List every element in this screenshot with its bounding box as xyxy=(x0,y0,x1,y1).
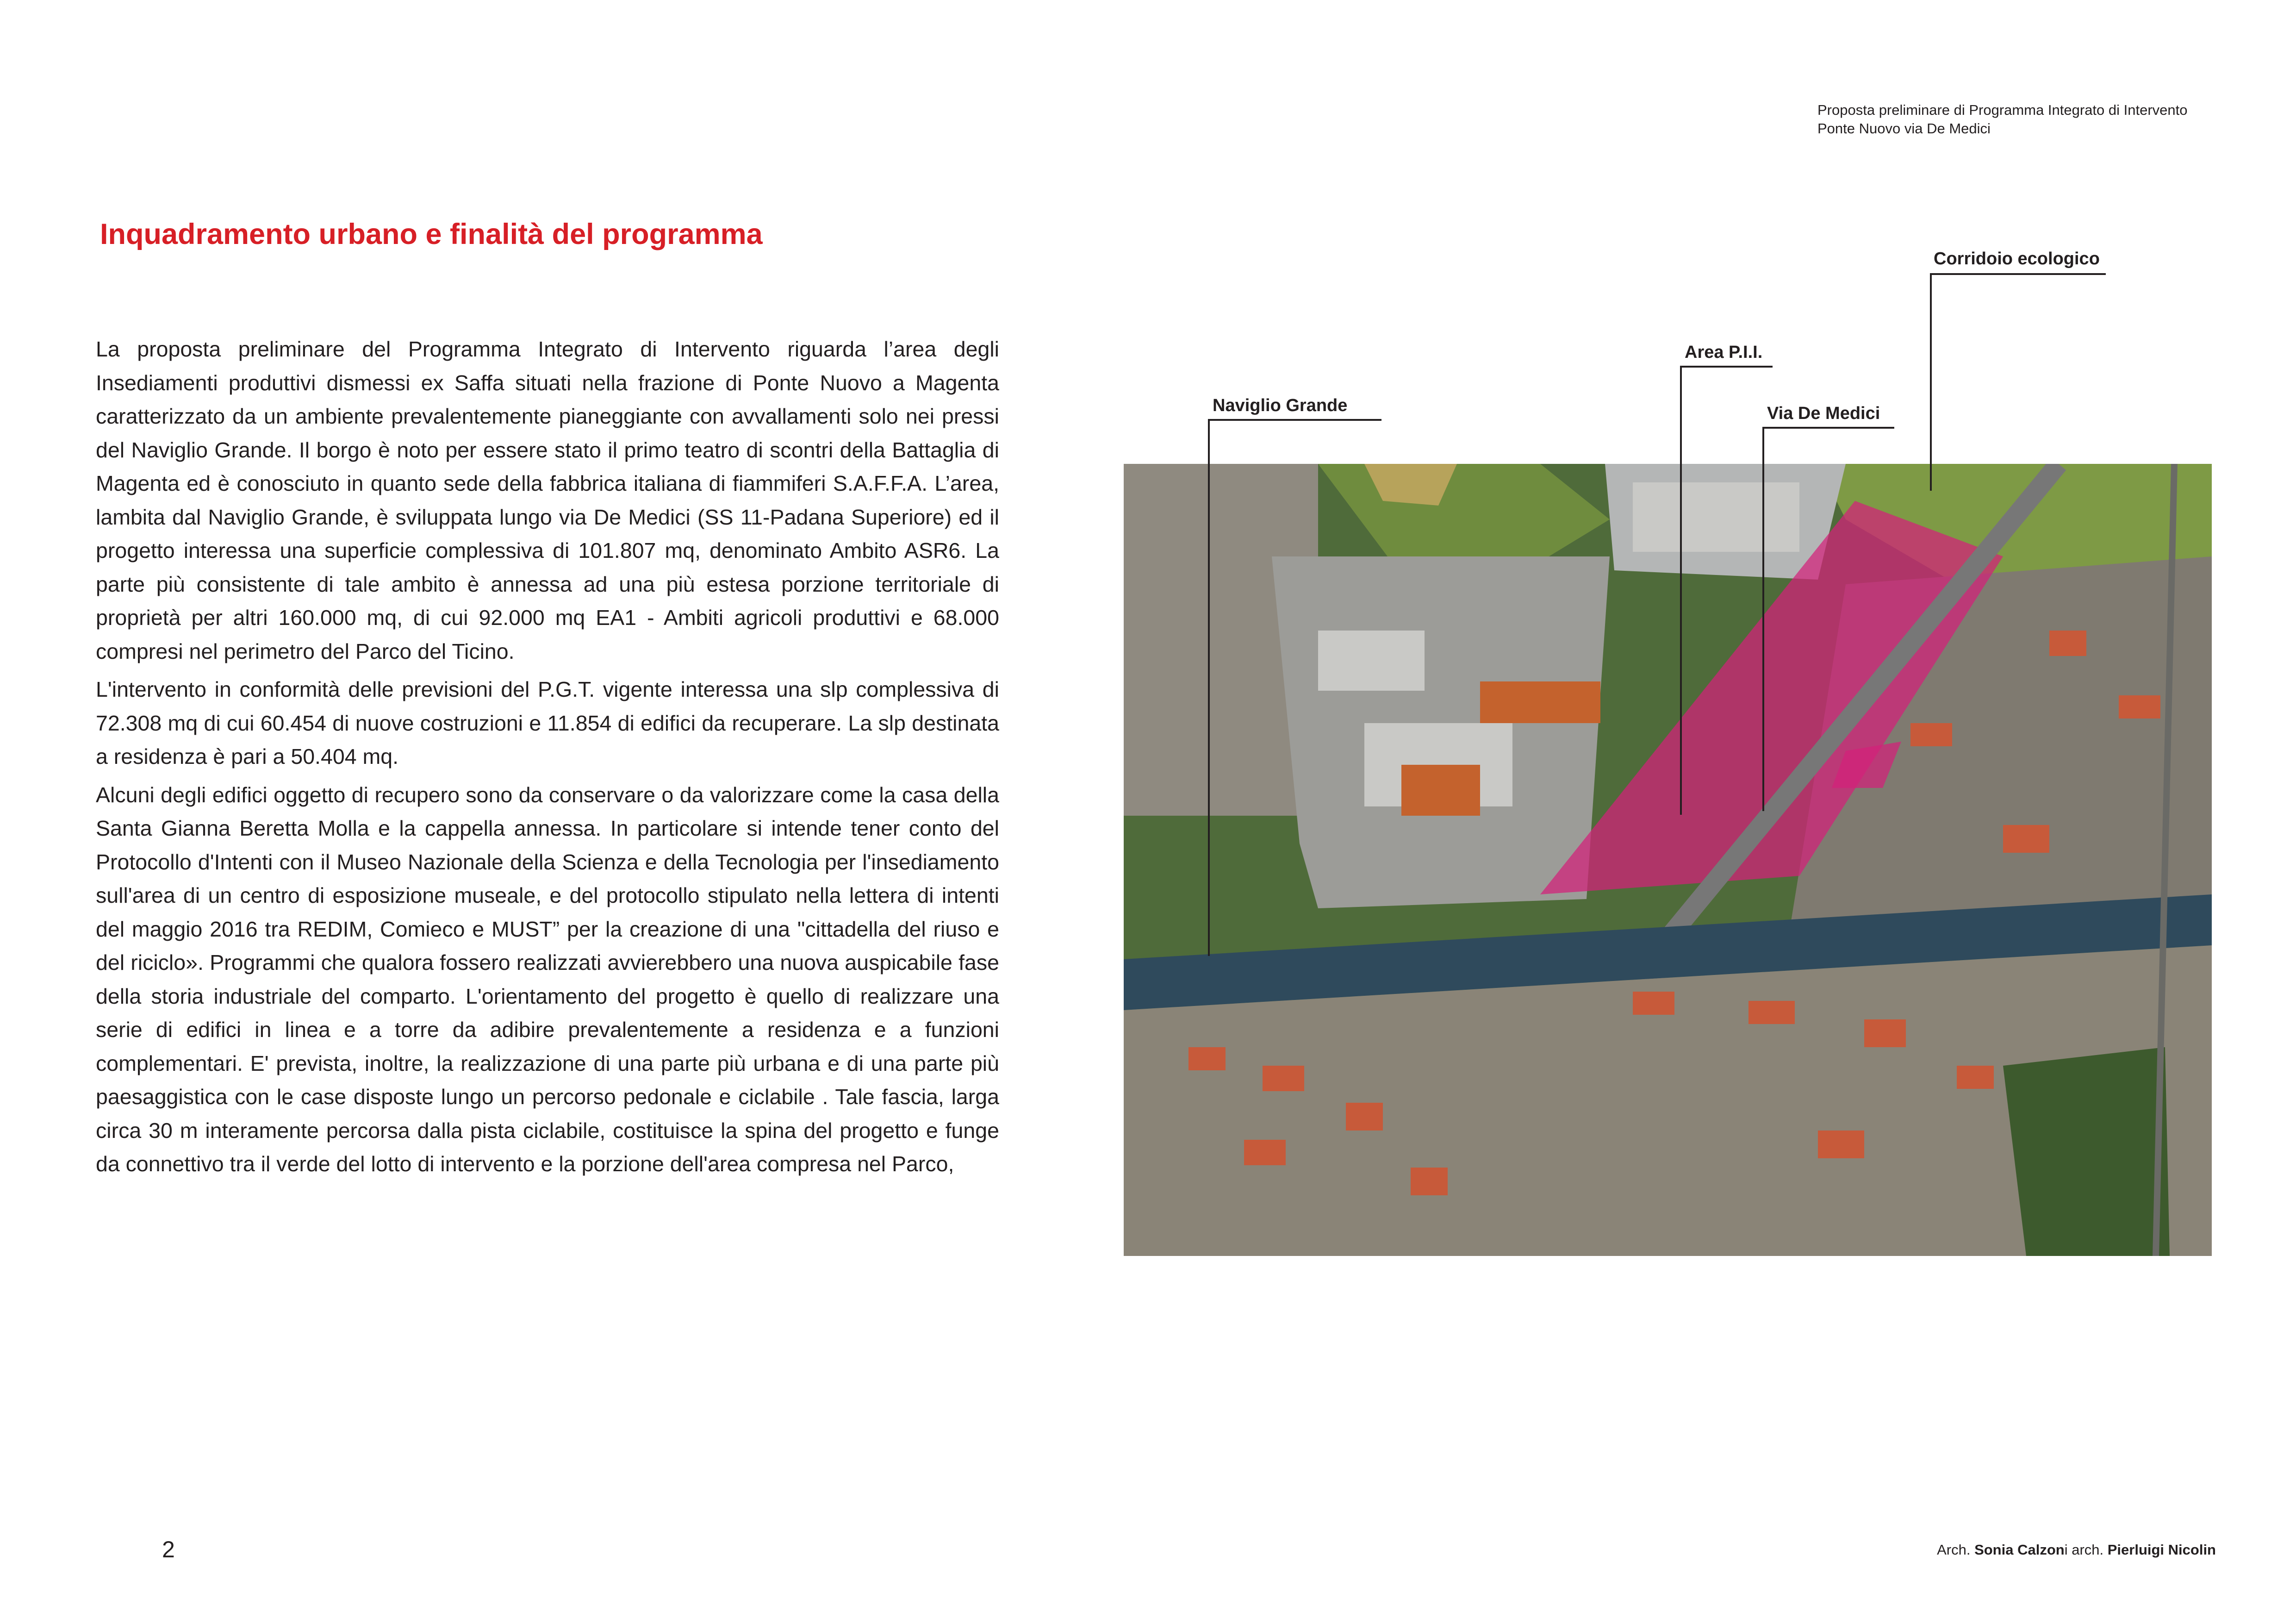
paragraph-1: La proposta preliminare del Programma Integrato di Intervento riguarda l’area degli Insediamenti produttivi dismessi ex Saffa situati nella frazione di Ponte Nuovo a Magenta caratterizzato da un ambiente prevalentemente pianeggiante con avvallamenti solo nei pressi del Naviglio Grande. Il borgo è noto per essere stato il primo teatro di scontri della Battaglia di Magenta ed è conosciuto in quanto sede della fabbrica italiana di fiammiferi S.A.F.F.A. L’area, lambita dal Naviglio Grande, è sviluppata lungo via De Medici (SS 11-Padana Superiore) ed il progetto interessa una superficie complessiva di 101.807 mq, denominato Ambito ASR6. La parte più consistente di tale ambito è annessa ad una più estesa porzione territoriale di proprietà per altri 160.000 mq, di cui 92.000 mq EA1 - Ambiti agricoli produttivi e 68.000 compresi nel perimetro del Parco del Ticino. xyxy=(96,337,999,663)
leader-corridoio-v xyxy=(1930,273,1932,491)
footer-credits xyxy=(1937,1542,2216,1558)
leader-corridoio-h xyxy=(1930,273,2106,275)
aerial-map xyxy=(1124,464,2212,1256)
aerial-map-illustration xyxy=(1124,464,2212,1256)
header-note xyxy=(1817,101,2280,138)
page-title: Inquadramento urbano e finalità del programma xyxy=(100,218,763,250)
leader-naviglio-v xyxy=(1208,419,1210,956)
page-number: 2 xyxy=(162,1537,175,1562)
header-line-1: Proposta preliminare di Programma Integrato di Intervento xyxy=(1817,102,2188,118)
leader-area-pii-h xyxy=(1680,366,1773,368)
leader-naviglio-h xyxy=(1208,419,1381,421)
credit-name-1: Sonia Calzon xyxy=(1974,1542,2065,1558)
label-area-pii: Area P.I.I. xyxy=(1685,343,1763,362)
label-naviglio-grande: Naviglio Grande xyxy=(1213,396,1348,415)
label-via-de-medici: Via De Medici xyxy=(1767,404,1880,423)
credit-mid: i arch. xyxy=(2064,1542,2108,1558)
header-line-2: Ponte Nuovo via De Medici xyxy=(1817,120,1991,137)
leader-area-pii-v xyxy=(1680,366,1682,815)
leader-via-de-medici-h xyxy=(1762,427,1894,429)
paragraph-2: L'intervento in conformità delle previsioni del P.G.T. vigente interessa una slp complessiva di 72.308 mq di cui 60.454 di nuove costruzioni e 11.854 di edifici da recuperare. La slp destinata a residenza è pari a 50.404 mq. xyxy=(96,677,999,768)
paragraph-3: Alcuni degli edifici oggetto di recupero sono da conservare o da valorizzare come la casa della Santa Gianna Beretta Molla e la cappella annessa. In particolare si intende tener conto del Protocollo d'Intenti con il Museo Nazionale della Scienza e della Tecnologia per l'insediamento sull'area di un centro di esposizione museale, e del protocollo stipulato nella lettera di intenti del maggio 2016 tra REDIM, Comieco e MUST” per la creazione di una "cittadella del riuso e del riciclo». Programmi che qualora fossero realizzati avvierebbero una nuova auspicabile fase della storia industriale del comparto. L'orientamento del progetto è quello di realizzare una serie di edifici in linea e a torre da adibire prevalentemente a residenza e a funzioni complementari. E' prevista, inoltre, la realizzazione di una parte più urbana e di una parte più paesaggistica con le case disposte lungo un percorso pedonale e ciclabile . Tale fascia, larga circa 30 m interamente percorsa dalla pista ciclabile, costituisce la spina del progetto e funge da connettivo tra il verde del lotto di intervento e la porzione dell'area compresa nel Parco, xyxy=(96,782,999,1176)
body-text xyxy=(96,332,999,1186)
credit-name-2: Pierluigi Nicolin xyxy=(2107,1542,2216,1558)
leader-via-de-medici-v xyxy=(1762,427,1764,811)
credit-prefix: Arch. xyxy=(1937,1542,1975,1558)
label-corridoio-ecologico: Corridoio ecologico xyxy=(1934,249,2100,269)
